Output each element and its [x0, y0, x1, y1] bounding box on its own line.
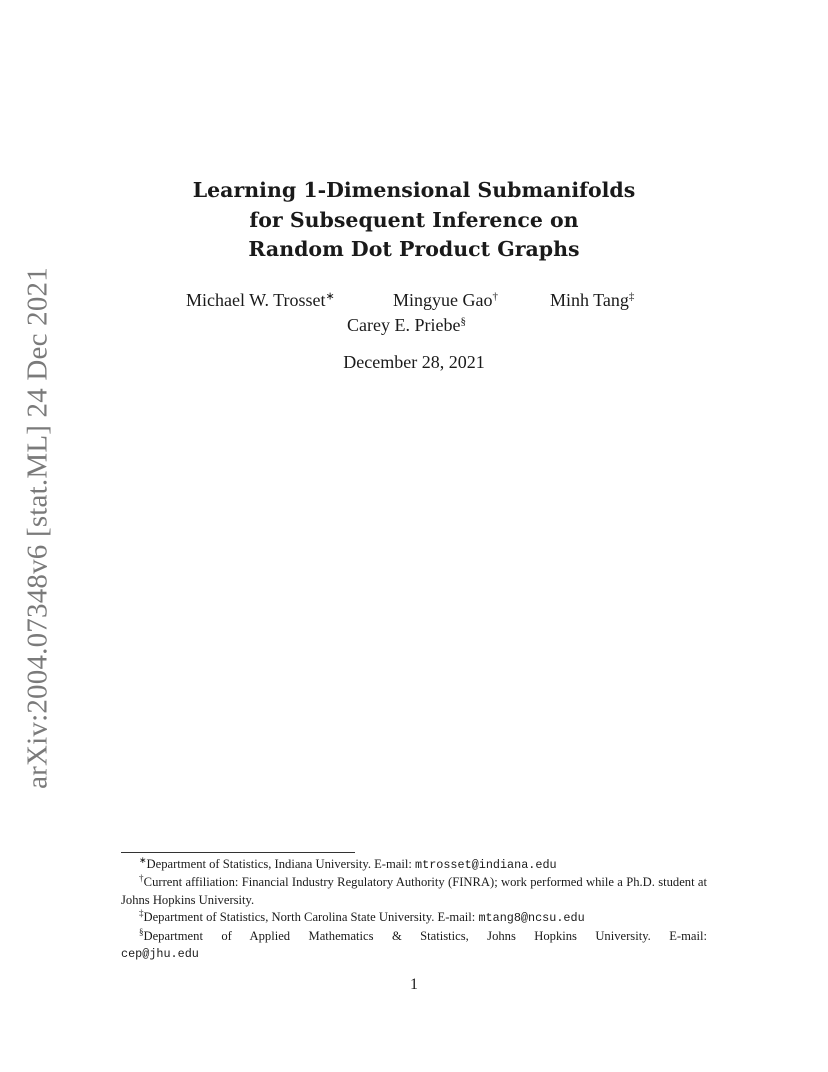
footnote-text: Department of Statistics, Indiana University. E-mail: [146, 857, 416, 871]
author-trosset [186, 290, 335, 311]
footnote-divider [121, 852, 355, 853]
footnote-2 [121, 874, 707, 909]
title-line-3: Random Dot Product Graphs [248, 237, 580, 261]
email-link[interactable]: cep@jhu.edu [121, 947, 199, 962]
footnote-mark: ‡ [139, 908, 144, 919]
footnote-text: Department of Applied Mathematics & Statistics, Johns Hopkins University. E-mail: [143, 928, 707, 943]
author-footnote-mark: † [492, 290, 498, 303]
arxiv-identifier-stamp: arXiv:2004.07348v6 [stat.ML] 24 Dec 2021 [21, 267, 54, 789]
author-name: Michael W. Trosset [186, 290, 326, 310]
email-link[interactable]: mtrosset@indiana.edu [415, 858, 557, 872]
footnotes [121, 856, 707, 963]
author-footnote-mark: ‡ [628, 290, 635, 303]
footnote-3 [121, 909, 707, 927]
footnote-4 [121, 928, 707, 945]
publication-date: December 28, 2021 [343, 352, 485, 372]
author-gao [393, 290, 498, 311]
footnote-1 [121, 856, 707, 874]
author-priebe [347, 315, 466, 336]
author-footnote-mark: § [460, 315, 466, 328]
email-link[interactable]: mtang8@ncsu.edu [478, 911, 585, 926]
footnote-mark: ∗ [139, 855, 147, 866]
author-footnote-mark: ∗ [325, 290, 335, 303]
footnote-text: Current affiliation: Financial Industry Regulatory Authority (FINRA); work performed while a Ph.D. student at Johns Hopkins University. [121, 875, 707, 907]
page-number: 1 [410, 976, 418, 993]
footnote-mark: § [139, 926, 144, 937]
paper-title [0, 176, 828, 265]
footnote-text: Department of Statistics, North Carolina State University. E-mail: [143, 910, 479, 925]
title-line-1: Learning 1-Dimensional Submanifolds [192, 178, 636, 202]
author-name: Minh Tang [550, 290, 629, 310]
author-name: Mingyue Gao [393, 290, 493, 310]
title-line-2: for Subsequent Inference on [249, 207, 579, 232]
footnote-4-email-line [121, 945, 707, 963]
author-tang [550, 290, 634, 311]
author-name: Carey E. Priebe [347, 315, 461, 335]
footnote-mark: † [139, 873, 144, 884]
